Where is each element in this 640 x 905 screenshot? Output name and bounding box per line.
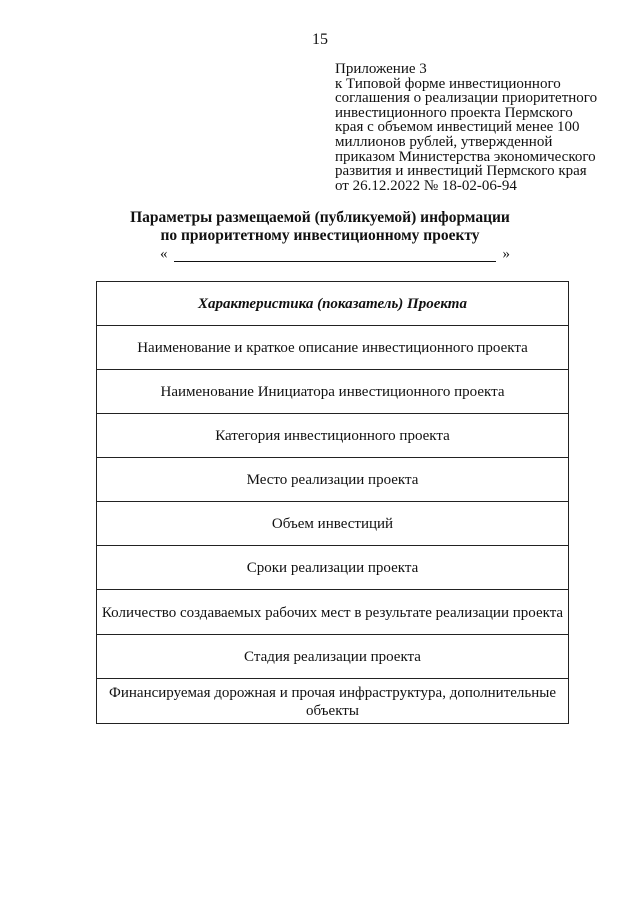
appendix-line: Приложение 3	[335, 61, 427, 77]
table-header-cell: Характеристика (показатель) Проекта	[97, 282, 569, 326]
table-header-row	[97, 282, 569, 326]
appendix-line: миллионов рублей, утвержденной	[335, 133, 553, 150]
document-title	[0, 209, 640, 245]
appendix-line: соглашения о реализации приоритетного	[335, 90, 598, 107]
table-row	[97, 590, 569, 635]
table-row	[97, 326, 569, 370]
page-number: 15	[312, 31, 328, 48]
table-cell: Место реализации проекта	[97, 458, 569, 502]
table-row	[97, 502, 569, 546]
appendix-line: развития и инвестиций Пермского края	[335, 163, 587, 180]
title-line-2: по приоритетному инвестиционному проекту	[160, 227, 480, 244]
table-cell: Объем инвестиций	[97, 502, 569, 546]
table-row	[97, 458, 569, 502]
table-row	[97, 546, 569, 590]
table-cell: Наименование и краткое описание инвестиционного проекта	[97, 326, 569, 370]
table-row	[97, 370, 569, 414]
table-row	[97, 635, 569, 679]
appendix-note	[335, 62, 620, 193]
table-cell: Сроки реализации проекта	[97, 546, 569, 590]
table-row	[97, 679, 569, 724]
appendix-line: края с объемом инвестиций менее 100	[335, 119, 580, 136]
table-cell: Наименование Инициатора инвестиционного проекта	[97, 370, 569, 414]
table-cell: Финансируемая дорожная и прочая инфраструктура, дополнительные объекты	[97, 679, 569, 724]
appendix-line: к Типовой форме инвестиционного	[335, 75, 561, 92]
table-cell: Категория инвестиционного проекта	[97, 414, 569, 458]
project-name-blank	[160, 246, 510, 266]
blank-underline	[174, 261, 496, 262]
table-cell: Количество создаваемых рабочих мест в результате реализации проекта	[97, 590, 569, 635]
parameters-table	[96, 281, 569, 724]
appendix-line: от 26.12.2022 № 18-02-06-94	[335, 177, 517, 194]
table-cell: Стадия реализации проекта	[97, 635, 569, 679]
quote-open: «	[160, 246, 168, 262]
table-row	[97, 414, 569, 458]
title-line-1: Параметры размещаемой (публикуемой) информации	[130, 209, 510, 226]
appendix-line: приказом Министерства экономического	[335, 148, 596, 165]
quote-close: »	[502, 246, 510, 262]
appendix-line: инвестиционного проекта Пермского	[335, 104, 573, 121]
